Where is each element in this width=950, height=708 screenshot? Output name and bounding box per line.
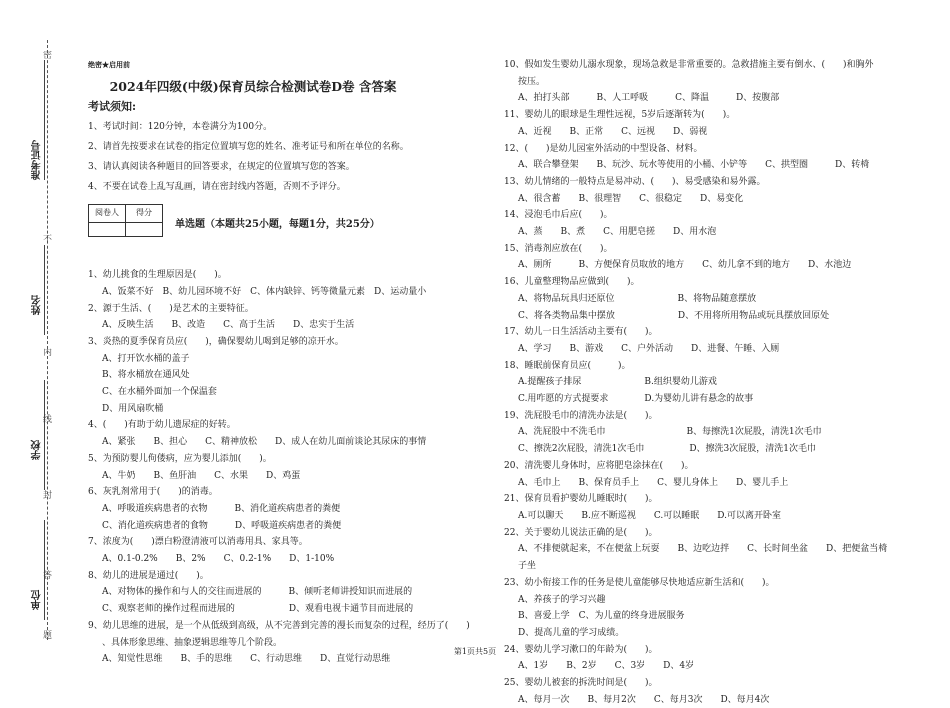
question-options: 子坐 bbox=[518, 561, 537, 572]
question-options: A、联合攀登架 B、玩沙、玩水等使用的小桶、小铲等 C、拱型圈 D、转椅 bbox=[518, 160, 870, 171]
question-options: A、反映生活 B、改造 C、高于生活 D、忠实于生活 bbox=[102, 320, 355, 331]
score-box-row bbox=[88, 204, 488, 237]
question-options: C、擦洗2次屁股，清洗1次毛巾 D、擦洗3次屁股，清洗1次毛巾 bbox=[518, 444, 817, 455]
notice-item: 1、考试时间：120分钟，本卷满分为100分。 bbox=[88, 122, 273, 133]
seal-mark: 题 bbox=[43, 631, 53, 641]
question-options: C、消化道疾病患者的食物 D、呼吸道疾病患者的粪便 bbox=[102, 520, 342, 531]
notice-item: 4、不要在试卷上乱写乱画，请在密封线内答题，否则不予评分。 bbox=[88, 182, 346, 193]
question-stem: 4、( )有助于幼儿遗尿症的好转。 bbox=[88, 420, 236, 431]
question-stem: 12、( )是幼儿园室外活动的中型设备、材料。 bbox=[504, 143, 703, 154]
school-line[interactable] bbox=[44, 380, 45, 490]
question-stem: 3、炎热的夏季保育员应( )，确保婴幼儿喝到足够的凉开水。 bbox=[88, 336, 344, 347]
question-stem: 16、儿童整理物品应做到( )。 bbox=[504, 277, 640, 288]
question-list-right bbox=[504, 57, 924, 708]
question-options: A、1岁 B、2岁 C、3岁 D、4岁 bbox=[518, 661, 695, 672]
unit-label: 单位 bbox=[32, 590, 43, 610]
unit-line[interactable] bbox=[44, 520, 45, 620]
left-column bbox=[88, 57, 488, 668]
score-header: 得分 bbox=[126, 205, 163, 223]
question-options: A、很含蓄 B、很理智 C、很稳定 D、易变化 bbox=[518, 193, 744, 204]
question-stem: 15、消毒剂应放在( )。 bbox=[504, 243, 613, 254]
question-options: A、近视 B、正常 C、远视 D、弱视 bbox=[518, 126, 708, 137]
question-options: A、呼吸道疾病患者的衣物 B、消化道疾病患者的粪便 bbox=[102, 503, 341, 514]
seal-mark: 线 bbox=[43, 415, 53, 425]
question-options: A、知觉性思维 B、手的思维 C、行动思维 D、直觉行动思维 bbox=[102, 654, 391, 665]
page-title: 2024年四级(中级)保育员综合检测试卷D卷 含答案 bbox=[109, 78, 397, 94]
question-options: 、具体形象思维、抽象逻辑思维等几个阶段。 bbox=[102, 637, 283, 648]
question-options: A.可以聊天 B.应不断巡视 C.可以睡眠 D.可以离开卧室 bbox=[518, 510, 782, 521]
binding-margin bbox=[0, 0, 70, 671]
question-options: A、洗屁股中不洗毛巾 B、每擦洗1次屁股，清洗1次毛巾 bbox=[518, 427, 822, 438]
score-table bbox=[88, 204, 163, 237]
question-options: A、厕所 B、方便保育员取放的地方 C、幼儿拿不到的地方 D、水池边 bbox=[518, 260, 852, 271]
page-footer: 第1页共5页 bbox=[453, 647, 497, 656]
seal-mark: 答 bbox=[43, 571, 53, 581]
question-stem: 5、为预防婴儿佝偻病，应为婴儿添加( )。 bbox=[88, 453, 272, 464]
question-list-left bbox=[88, 267, 488, 668]
question-options: B、将水桶放在通风处 bbox=[102, 370, 190, 381]
seal-mark: 内 bbox=[43, 348, 53, 358]
right-column bbox=[504, 57, 924, 708]
name-label: 姓名 bbox=[32, 295, 43, 315]
reviewer-header: 阅卷人 bbox=[89, 205, 126, 223]
question-stem: 7、浓度为( )漂白粉澄清液可以消毒用具、家具等。 bbox=[88, 537, 308, 548]
question-stem: 6、灰乳剂常用于( )的消毒。 bbox=[88, 487, 218, 498]
school-label: 学校 bbox=[32, 440, 43, 460]
question-options: A、毛巾上 B、保育员手上 C、婴儿身体上 D、婴儿手上 bbox=[518, 477, 789, 488]
question-options: A、养孩子的学习兴趣 bbox=[518, 594, 606, 605]
question-options: A、饭菜不好 B、幼儿园环境不好 C、体内缺锌、钙等微量元素 D、运动量小 bbox=[102, 286, 427, 297]
question-stem: 10、假如发生婴幼儿溺水现象，现场急救是非常重要的。急救措施主要有倒水、( )和胸外 bbox=[504, 60, 874, 70]
question-options: A.提醒孩子排尿 B.组织婴幼儿游戏 bbox=[518, 377, 717, 388]
question-options: A、打开饮水桶的盖子 bbox=[102, 353, 190, 364]
question-options: A、紧张 B、担心 C、精神放松 D、成人在幼儿面前谈论其尿床的事情 bbox=[102, 437, 427, 448]
question-options: A、牛奶 B、鱼肝油 C、水果 D、鸡蛋 bbox=[102, 470, 301, 481]
seal-dashed-line bbox=[47, 40, 48, 640]
seal-mark: 不 bbox=[43, 235, 53, 245]
question-options: A、学习 B、游戏 C、户外活动 D、进餐、午睡、入厕 bbox=[518, 343, 780, 354]
question-options: C、将各类物品集中摆放 D、不用将所用物品或玩具摆放回原处 bbox=[518, 310, 830, 321]
question-options: A、将物品玩具归还原位 B、将物品随意摆放 bbox=[518, 293, 757, 304]
question-stem: 14、浸泡毛巾后应( )。 bbox=[504, 210, 613, 221]
notice-item: 2、请首先按要求在试卷的指定位置填写您的姓名、准考证号和所在单位的名称。 bbox=[88, 142, 409, 153]
question-stem: 8、幼儿的进展是通过( )。 bbox=[88, 570, 209, 581]
question-stem: 1、幼儿挑食的生理原因是( )。 bbox=[88, 270, 227, 281]
name-line[interactable] bbox=[44, 245, 45, 335]
notice-list bbox=[88, 117, 488, 197]
question-stem: 2、源于生活、( )是艺术的主要特征。 bbox=[88, 303, 254, 314]
question-options: A、不排便就起来，不在便盆上玩耍 B、边吃边拌 C、长时间坐盆 D、把便盆当椅 bbox=[518, 544, 888, 555]
question-options: A、0.1-0.2% B、2% C、0.2-1% D、1-10% bbox=[102, 554, 335, 565]
question-options: 按压。 bbox=[518, 76, 546, 87]
reviewer-cell[interactable] bbox=[89, 223, 126, 237]
score-cell[interactable] bbox=[126, 223, 163, 237]
question-options: D、提高儿童的学习成绩。 bbox=[518, 627, 625, 638]
question-stem: 19、洗屁股毛巾的清洗办法是( )。 bbox=[504, 410, 658, 421]
question-stem: 22、关于婴幼儿说法正确的是( )。 bbox=[504, 527, 658, 538]
secret-mark: 绝密★启用前 bbox=[88, 60, 130, 69]
question-stem: 20、清洗婴儿身体时，应将肥皂涂抹在( )。 bbox=[504, 460, 694, 471]
section-heading: 单选题（本题共25小题，每题1分，共25分） bbox=[175, 219, 380, 231]
notice-item: 3、请认真阅读各种题目的回答要求，在规定的位置填写您的答案。 bbox=[88, 162, 355, 173]
seal-mark: 密 bbox=[43, 51, 53, 61]
question-options: C、在水桶外面加一个保温套 bbox=[102, 387, 217, 398]
question-options: B、喜爱上学 C、为儿童的终身进展服务 bbox=[518, 611, 685, 622]
question-stem: 17、幼儿一日生活活动主要有( )。 bbox=[504, 327, 658, 338]
exam-number-line[interactable] bbox=[44, 60, 45, 180]
question-stem: 24、婴幼儿学习漱口的年龄为( )。 bbox=[504, 644, 658, 655]
seal-mark: 封 bbox=[43, 491, 53, 501]
question-stem: 23、幼小衔接工作的任务是使儿童能够尽快地适应新生活和( )。 bbox=[504, 577, 775, 588]
notice-heading: 考试须知: bbox=[88, 99, 137, 113]
question-stem: 11、婴幼儿的眼球是生理性远视，5岁后逐渐转为( )。 bbox=[504, 110, 736, 121]
question-options: D、用风扇吹桶 bbox=[102, 403, 164, 414]
question-stem: 18、睡眠前保育员应( )。 bbox=[504, 360, 631, 371]
question-stem: 25、婴幼儿被套的拆洗时间是( )。 bbox=[504, 678, 658, 689]
question-options: C、观察老师的操作过程而进展的 D、观看电视卡通节目而进展的 bbox=[102, 604, 414, 615]
question-options: C.用咋愿的方式提要求 D.为婴幼儿讲有悬念的故事 bbox=[518, 394, 754, 405]
question-options: A、每月一次 B、每月2次 C、每月3次 D、每月4次 bbox=[518, 694, 770, 705]
question-stem: 9、幼儿思维的进展，是一个从低级到高级，从不完善到完善的漫长而复杂的过程，经历了( ) bbox=[88, 620, 470, 631]
question-stem: 13、幼儿情绪的一般特点是易冲动、( )、易受感染和易外露。 bbox=[504, 176, 766, 187]
exam-number-label: 准考证号 bbox=[32, 140, 43, 180]
question-options: A、拍打头部 B、人工呼吸 C、降温 D、按腹部 bbox=[518, 93, 780, 104]
question-stem: 21、保育员看护婴幼儿睡眠时( )。 bbox=[504, 494, 658, 505]
question-options: A、对物体的操作和与人的交往而进展的 B、倾听老师讲授知识而进展的 bbox=[102, 587, 413, 598]
question-options: A、蒸 B、煮 C、用肥皂搓 D、用水泡 bbox=[518, 227, 717, 238]
